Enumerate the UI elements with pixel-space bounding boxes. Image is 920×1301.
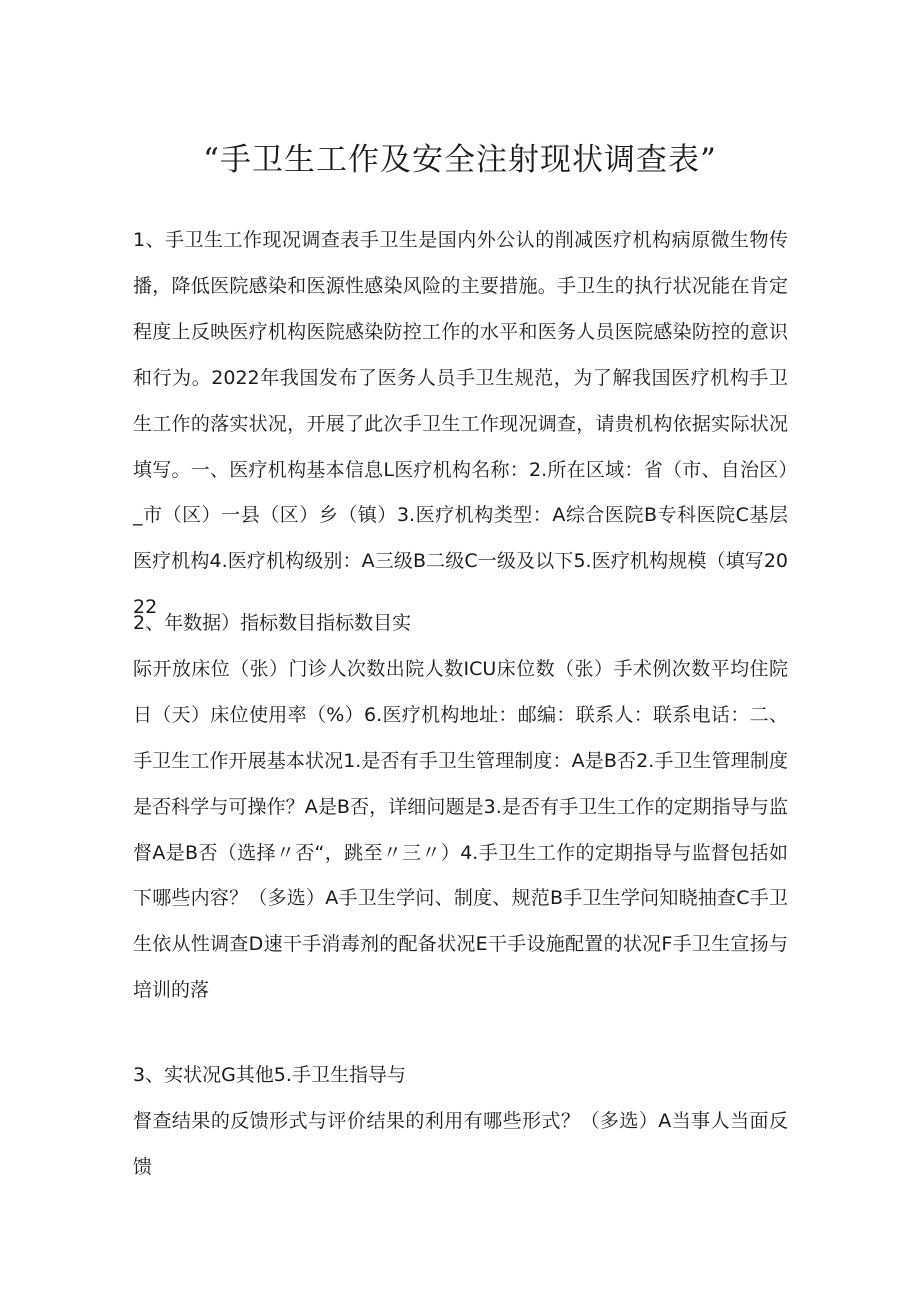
paragraph-3 xyxy=(133,1053,788,1191)
paragraph-2 xyxy=(133,601,788,1014)
document-title: “手卫生工作及安全注射现状调查表” xyxy=(203,142,717,178)
paragraph-3-body: 督查结果的反馈形式与评价结果的利用有哪些形式？（多选）A当事人当面反馈 xyxy=(133,1109,788,1178)
paragraph-2-body: 际开放床位（张）门诊人次数出院人数ICU床位数（张）手术例次数平均住院日（天）床位使用率（%）6.医疗机构地址：邮编：联系人：联系电话：二、手卫生工作开展基本状况1.是否有手卫生管理制度：A是B否2.手卫生管理制度是否科学与可操作？A是B否，详细问题是3.是否有手卫生工作的定期指导与监督A是B否（选择〃否“，跳至〃三〃）4.手卫生工作的定期指导与监督包括如下哪些内容？（多选）A手卫生学问、制度、规范B手卫生学问知晓抽查C手卫生依从性调查D速干手消毒剂的配备状况E干手设施配置的状况F手卫生宣扬与培训的落 xyxy=(133,657,788,1002)
paragraph-3-lead: 3、实状况G其他5.手卫生指导与 xyxy=(133,1064,406,1086)
paragraph-1: 1、手卫生工作现况调查表手卫生是国内外公认的削减医疗机构病原微生物传播，降低医院感染和医源性感染风险的主要措施。手卫生的执行状况能在肯定程度上反映医疗机构医院感染防控工作的水平和医务人员医院感染防控的意识和行为。2022年我国发布了医务人员手卫生规范，为了解我国医疗机构手卫生工作的落实状况，开展了此次手卫生工作现况调查，请贵机构依据实际状况填写。一、医疗机构基本信息L医疗机构名称：2.所在区域：省（市、自治区）_市（区）一县（区）乡（镇）3.医疗机构类型：A综合医院B专科医院C基层医疗机构4.医疗机构级别：A三级B二级C一级及以下5.医疗机构规模（填写2022 xyxy=(133,229,788,619)
paragraph-2-lead: 2、年数据）指标数目指标数目实 xyxy=(133,612,412,634)
